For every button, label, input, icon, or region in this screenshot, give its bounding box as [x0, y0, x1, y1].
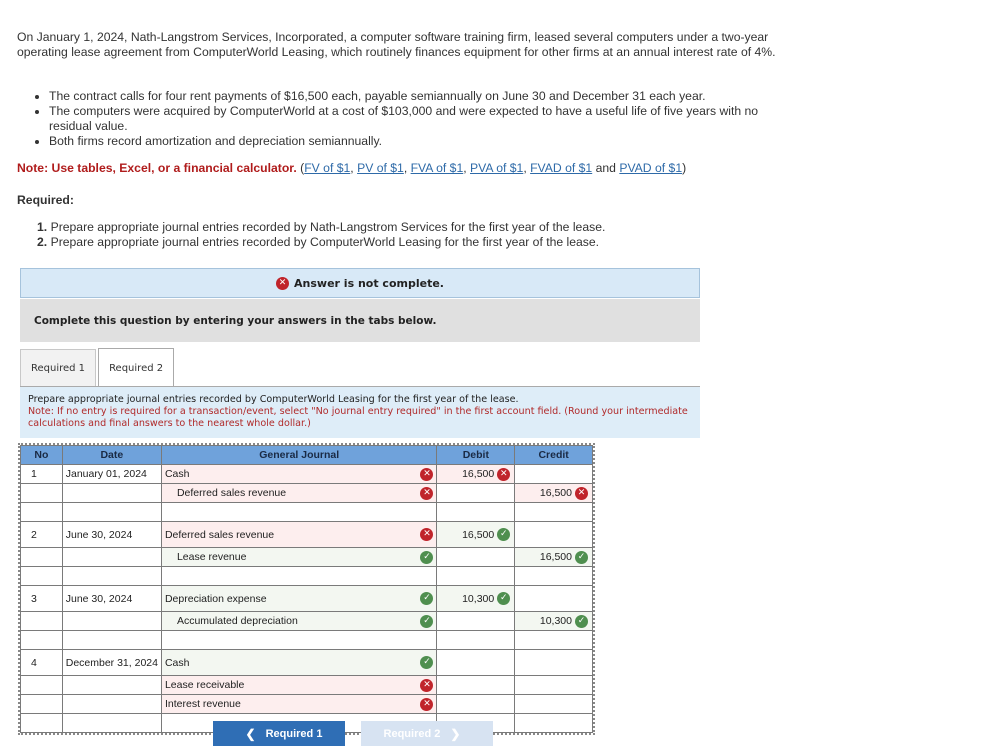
cell-no: [21, 676, 63, 695]
cell-account[interactable]: [161, 548, 437, 567]
cell-credit[interactable]: [515, 650, 593, 676]
header-debit: Debit: [437, 446, 515, 465]
check-circle-icon: ✓: [575, 551, 588, 564]
account-field[interactable]: [165, 551, 434, 564]
cell-no: [21, 650, 63, 676]
journal-row: [21, 650, 593, 676]
journal-table: [20, 445, 593, 733]
journal-row: [21, 586, 593, 612]
cell-date[interactable]: [62, 612, 161, 631]
required-list: [37, 220, 605, 250]
cell-account[interactable]: [161, 650, 437, 676]
cell-date[interactable]: [62, 586, 161, 612]
cell-debit[interactable]: [437, 695, 515, 714]
link-pv[interactable]: PV of $1: [357, 161, 404, 175]
credit-input[interactable]: [540, 487, 588, 500]
entry-number: 4: [31, 656, 37, 669]
cell-account[interactable]: [161, 567, 437, 586]
required-num: 2.: [37, 235, 48, 249]
cell-credit[interactable]: [515, 503, 593, 522]
prev-label: Required 1: [265, 727, 323, 740]
journal-header-row: [21, 446, 593, 465]
required-text: Prepare appropriate journal entries recorded by Nath-Langstrom Services for the first year of the lease.: [50, 220, 606, 234]
status-banner: [20, 268, 700, 298]
debit-value: 16,500: [462, 528, 495, 541]
journal-body: [21, 465, 593, 733]
account-field[interactable]: [165, 615, 434, 628]
question-prompt: [20, 387, 700, 438]
instruction-box: Complete this question by entering your answers in the tabs below.: [20, 299, 700, 342]
calculator-note: Note: Use tables, Excel, or a financial calculator. (FV of $1, PV of $1, FVA of $1, PVA of $1, FVAD of $1 and PVAD of $1): [17, 161, 687, 175]
cell-debit[interactable]: [437, 567, 515, 586]
debit-value: 16,500: [462, 468, 495, 480]
journal-row: [21, 695, 593, 714]
cell-date[interactable]: [62, 465, 161, 484]
required-text: Prepare appropriate journal entries recorded by ComputerWorld Leasing for the first year of the lease.: [50, 235, 600, 249]
credit-input[interactable]: [540, 551, 588, 564]
journal-row: [21, 567, 593, 586]
cell-date[interactable]: [62, 695, 161, 714]
cell-account[interactable]: [161, 631, 437, 650]
cell-account[interactable]: [161, 522, 437, 548]
cell-debit[interactable]: [437, 465, 515, 484]
cell-no: [21, 465, 63, 484]
cell-credit[interactable]: [515, 567, 593, 586]
cell-date[interactable]: [62, 631, 161, 650]
cell-date[interactable]: [62, 548, 161, 567]
link-fvad[interactable]: FVAD of $1: [530, 161, 593, 175]
x-circle-icon: ✕: [420, 528, 433, 541]
check-circle-icon: ✓: [497, 528, 510, 541]
account-name: Deferred sales revenue: [176, 487, 287, 499]
cell-debit[interactable]: [437, 650, 515, 676]
cell-account[interactable]: [161, 484, 437, 503]
journal-row: [21, 465, 593, 484]
cell-credit[interactable]: [515, 465, 593, 484]
entry-date[interactable]: January 01, 2024: [65, 468, 147, 480]
status-text: Answer is not complete.: [294, 276, 444, 290]
account-field[interactable]: [165, 679, 434, 692]
account-field[interactable]: [165, 528, 434, 541]
cell-credit[interactable]: [515, 484, 593, 503]
account-name: Depreciation expense: [164, 592, 267, 605]
entry-date[interactable]: December 31, 2024: [65, 656, 158, 669]
account-name: Interest revenue: [164, 698, 241, 710]
note-label: Note: Use tables, Excel, or a financial calculator.: [17, 161, 297, 175]
journal-row: [21, 548, 593, 567]
cell-account[interactable]: [161, 503, 437, 522]
x-circle-icon: ✕: [420, 679, 433, 692]
check-circle-icon: ✓: [420, 615, 433, 628]
account-field[interactable]: [165, 656, 434, 669]
cell-debit[interactable]: [437, 586, 515, 612]
cell-account[interactable]: [161, 612, 437, 631]
cell-date[interactable]: [62, 650, 161, 676]
entry-number: 3: [31, 592, 37, 605]
cell-account[interactable]: [161, 586, 437, 612]
cell-account[interactable]: [161, 465, 437, 484]
bullet-item: • The computers were acquired by ComputerWorld at a cost of $103,000 and were expected to have a useful life of five years with no residual value.: [49, 104, 780, 134]
next-label: Required 2: [383, 727, 441, 740]
check-circle-icon: ✓: [420, 592, 433, 605]
cell-date[interactable]: [62, 484, 161, 503]
debit-value: 10,300: [462, 592, 495, 605]
credit-input[interactable]: [540, 615, 588, 628]
account-name: Accumulated depreciation: [176, 615, 298, 627]
check-circle-icon: ✓: [497, 592, 510, 605]
cell-debit[interactable]: [437, 631, 515, 650]
journal-table-container: [18, 443, 595, 735]
x-circle-icon: ✕: [420, 468, 433, 481]
header-date: Date: [62, 446, 161, 465]
prompt-text: Prepare appropriate journal entries recorded by ComputerWorld Leasing for the first year of the lease.: [28, 394, 519, 405]
x-circle-icon: ✕: [276, 277, 289, 290]
account-name: Lease revenue: [176, 551, 247, 563]
cell-credit[interactable]: [515, 522, 593, 548]
bullet-item: • The contract calls for four rent payments of $16,500 each, payable semiannually on June 30 and December 31 each year.: [49, 89, 780, 104]
required-heading: Required:: [17, 193, 74, 207]
tab-bar: [20, 348, 174, 386]
account-name: Lease receivable: [164, 679, 245, 691]
cell-debit[interactable]: [437, 676, 515, 695]
account-field[interactable]: [165, 592, 434, 605]
header-credit: Credit: [515, 446, 593, 465]
bullet-item: • Both firms record amortization and depreciation semiannually.: [49, 134, 780, 149]
journal-row: [21, 631, 593, 650]
cell-no: [21, 631, 63, 650]
cell-debit[interactable]: [437, 503, 515, 522]
debit-input[interactable]: [462, 468, 510, 481]
debit-input[interactable]: [462, 528, 510, 541]
link-fva[interactable]: FVA of $1: [410, 161, 464, 175]
cell-date[interactable]: [62, 714, 161, 733]
check-circle-icon: ✓: [420, 551, 433, 564]
problem-bullets: [35, 89, 780, 149]
entry-date[interactable]: June 30, 2024: [65, 528, 133, 541]
cell-credit[interactable]: [515, 631, 593, 650]
entry-number: 2: [31, 528, 37, 541]
link-pva[interactable]: PVA of $1: [470, 161, 524, 175]
cell-no: [21, 612, 63, 631]
cell-no: [21, 503, 63, 522]
cell-credit[interactable]: [515, 714, 593, 733]
tab-required-2[interactable]: Required 2: [98, 348, 174, 387]
prev-required-button[interactable]: [213, 721, 345, 746]
cell-date[interactable]: [62, 567, 161, 586]
link-pvad[interactable]: PVAD of $1: [619, 161, 683, 175]
cell-no: [21, 567, 63, 586]
required-num: 1.: [37, 220, 48, 234]
cell-credit[interactable]: [515, 612, 593, 631]
chevron-left-icon: ❮: [245, 726, 256, 741]
cell-account[interactable]: [161, 695, 437, 714]
journal-row: [21, 522, 593, 548]
cell-date[interactable]: [62, 522, 161, 548]
cell-credit[interactable]: [515, 586, 593, 612]
credit-value: 10,300: [539, 615, 572, 627]
journal-row: [21, 676, 593, 695]
journal-row: [21, 503, 593, 522]
tab-required-1[interactable]: Required 1: [20, 349, 96, 387]
x-circle-icon: ✕: [420, 487, 433, 500]
account-field[interactable]: [165, 487, 434, 500]
cell-account[interactable]: [161, 676, 437, 695]
credit-value: 16,500: [539, 487, 572, 499]
cell-no: [21, 695, 63, 714]
note-and: and: [595, 161, 616, 175]
account-name: Cash: [164, 468, 190, 480]
prompt-note: Note: If no entry is required for a transaction/event, select "No journal entry required" in the first account field. (Round your intermediate calculations and final answers to the nearest whole dollar.): [28, 406, 688, 429]
chevron-right-icon: ❯: [450, 726, 461, 741]
check-circle-icon: ✓: [420, 656, 433, 669]
cell-no: [21, 522, 63, 548]
cell-credit[interactable]: [515, 548, 593, 567]
cell-credit[interactable]: [515, 695, 593, 714]
x-circle-icon: ✕: [575, 487, 588, 500]
cell-debit[interactable]: [437, 484, 515, 503]
journal-row: [21, 612, 593, 631]
account-name: Cash: [164, 656, 190, 669]
cell-debit[interactable]: [437, 612, 515, 631]
header-no: No: [21, 446, 63, 465]
cell-date[interactable]: [62, 503, 161, 522]
cell-no: [21, 714, 63, 733]
cell-debit[interactable]: [437, 548, 515, 567]
credit-value: 16,500: [539, 551, 572, 563]
debit-input[interactable]: [462, 592, 510, 605]
cell-debit[interactable]: [437, 522, 515, 548]
required-item-1: [37, 220, 605, 235]
header-account: General Journal: [161, 446, 437, 465]
link-fv[interactable]: FV of $1: [304, 161, 351, 175]
check-circle-icon: ✓: [575, 615, 588, 628]
account-field[interactable]: [165, 698, 434, 711]
entry-date[interactable]: June 30, 2024: [65, 592, 133, 605]
next-required-button[interactable]: [361, 721, 493, 746]
cell-no: [21, 484, 63, 503]
problem-intro: On January 1, 2024, Nath-Langstrom Services, Incorporated, a computer software training firm, leased several computers under a two-year operating lease agreement from ComputerWorld Leasing, which routinely finances equipment for other firms at an annual interest rate of 4%.: [17, 30, 776, 59]
journal-row: [21, 484, 593, 503]
required-item-2: [37, 235, 605, 250]
cell-no: [21, 586, 63, 612]
x-circle-icon: ✕: [497, 468, 510, 481]
cell-no: [21, 548, 63, 567]
cell-credit[interactable]: [515, 676, 593, 695]
account-name: Deferred sales revenue: [164, 528, 275, 541]
x-circle-icon: ✕: [420, 698, 433, 711]
entry-number: 1: [31, 468, 37, 480]
account-field[interactable]: [165, 468, 434, 481]
cell-date[interactable]: [62, 676, 161, 695]
